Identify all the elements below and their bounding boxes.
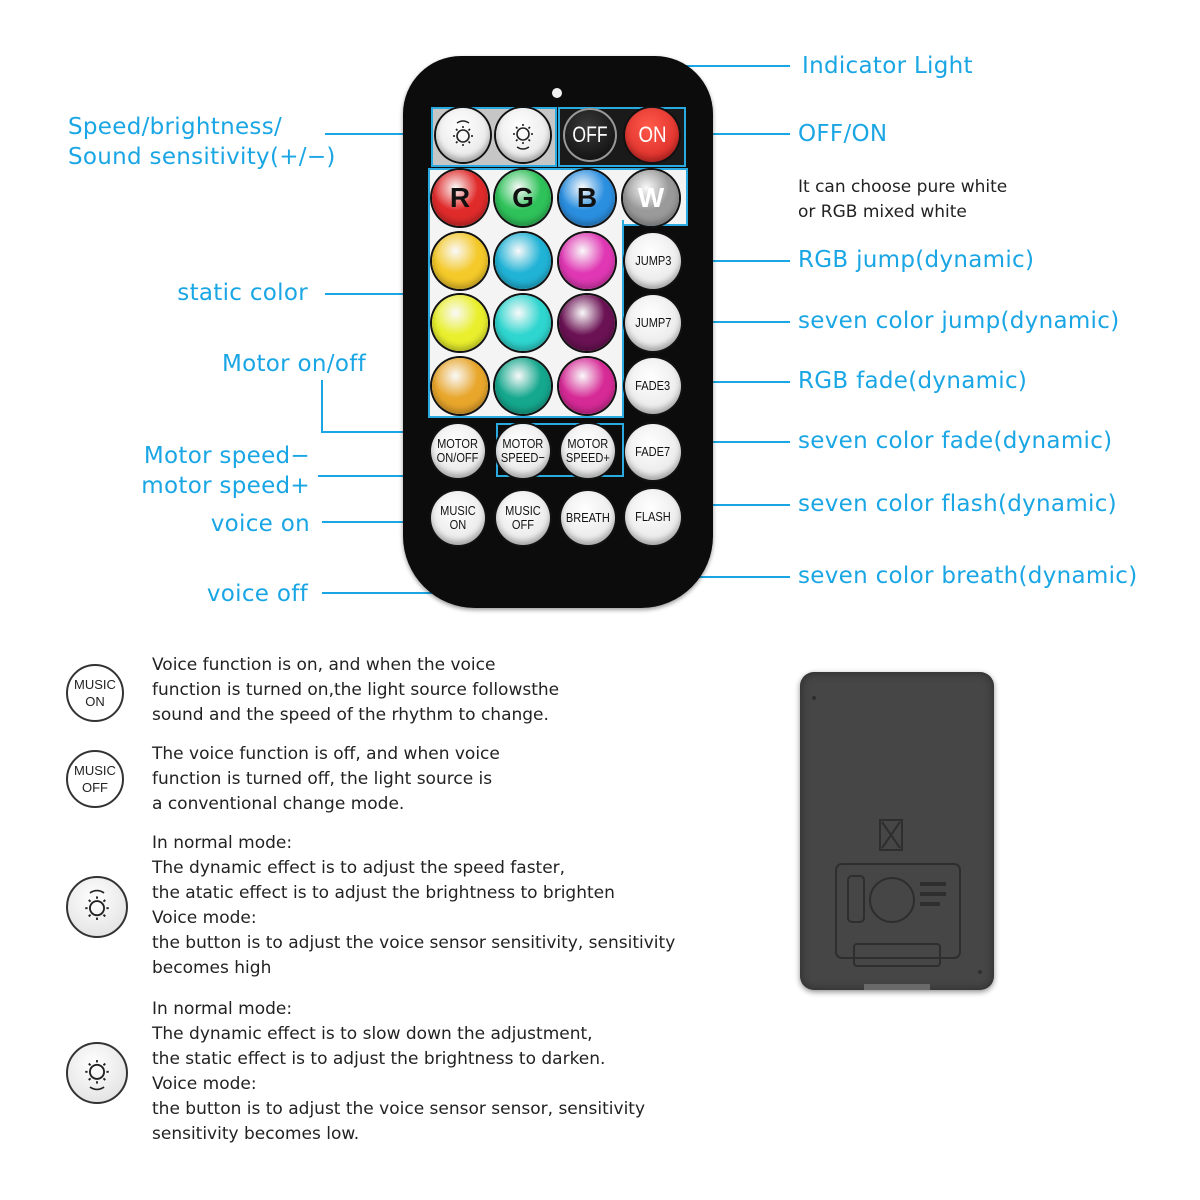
color-button-1[interactable] [432,233,488,289]
brightness-up-icon-large [66,876,128,938]
darken-description: In normal mode: The dynamic effect is to slow down the adjustment, the static effect is to adjust the brightness to darken. Voice mode: the button is to adjust the voice sensor sensor, sensitivity sensitivity becomes low. [152,999,646,1144]
fade7-button[interactable]: FADE7 [625,424,681,480]
music-off-icon: MUSIC OFF [66,750,124,808]
remote-back-image [800,672,994,990]
breath-button[interactable]: BREATH [561,491,615,545]
color-button-6[interactable] [559,295,615,351]
jump3-button[interactable]: JUMP3 [625,233,681,289]
seven-fade-label: seven color fade(dynamic) [798,428,1113,454]
speed-label: Speed/brightness/ Sound sensitivity(+/−) [68,114,336,170]
indicator-light-label: Indicator Light [802,53,973,79]
seven-jump-label: seven color jump(dynamic) [798,308,1120,334]
color-button-4[interactable] [432,295,488,351]
offon-label: OFF/ON [798,121,888,147]
motor-onoff-label: Motor on/off [221,351,366,377]
music-off-button[interactable]: MUSIC OFF [496,491,550,545]
sun-up-icon [77,887,117,927]
voice-off-label: voice off [206,581,308,607]
brightness-up-button[interactable] [436,108,490,162]
battery-cover-graphic [800,672,994,990]
rgb-jump-label: RGB jump(dynamic) [798,247,1035,273]
music-on-description: Voice function is on, and when the voice function is turned on,the light source followsthe sound and the speed of the rhythm to change. [152,655,560,725]
seven-flash-label: seven color flash(dynamic) [798,491,1117,517]
color-button-9[interactable] [559,358,615,414]
red-button[interactable]: R [432,170,488,226]
brightness-up-icon [446,118,480,152]
blue-button[interactable]: B [559,170,615,226]
motor-speed-minus-button[interactable]: MOTOR SPEED− [496,424,550,478]
on-button[interactable]: ON [625,108,679,162]
rgb-fade-label: RGB fade(dynamic) [798,368,1028,394]
brighten-description: In normal mode: The dynamic effect is to adjust the speed faster, the atatic effect is to adjust the brightness to brighten Voice mode: the button is to adjust the voice sensor sensitivity, sensitivity becomes high [152,833,676,978]
indicator-light [552,88,562,98]
music-on-icon: MUSIC ON [66,664,124,722]
color-button-2[interactable] [495,233,551,289]
brightness-down-button[interactable] [496,108,550,162]
off-button[interactable]: OFF [563,108,617,162]
color-button-8[interactable] [495,358,551,414]
motor-onoff-button[interactable]: MOTOR ON/OFF [431,424,485,478]
remote-control [403,56,713,608]
sun-down-icon [77,1053,117,1093]
white-note: It can choose pure white or RGB mixed white [798,177,1008,222]
color-button-5[interactable] [495,295,551,351]
seven-breath-label: seven color breath(dynamic) [798,563,1138,589]
jump7-button[interactable]: JUMP7 [625,295,681,351]
motor-speed-label: Motor speed− motor speed+ [141,443,310,499]
motor-speed-plus-button[interactable]: MOTOR SPEED+ [561,424,615,478]
fade3-button[interactable]: FADE3 [625,358,681,414]
flash-button[interactable]: FLASH [625,489,681,545]
brightness-down-icon [506,118,540,152]
color-button-7[interactable] [432,358,488,414]
voice-on-label: voice on [210,511,310,537]
music-off-description: The voice function is off, and when voice function is turned off, the light source is a conventional change mode. [152,744,500,814]
static-color-label: static color [177,280,308,306]
green-button[interactable]: G [495,170,551,226]
color-button-3[interactable] [559,233,615,289]
brightness-down-icon-large [66,1042,128,1104]
white-button[interactable]: W [623,170,679,226]
music-on-button[interactable]: MUSIC ON [431,491,485,545]
